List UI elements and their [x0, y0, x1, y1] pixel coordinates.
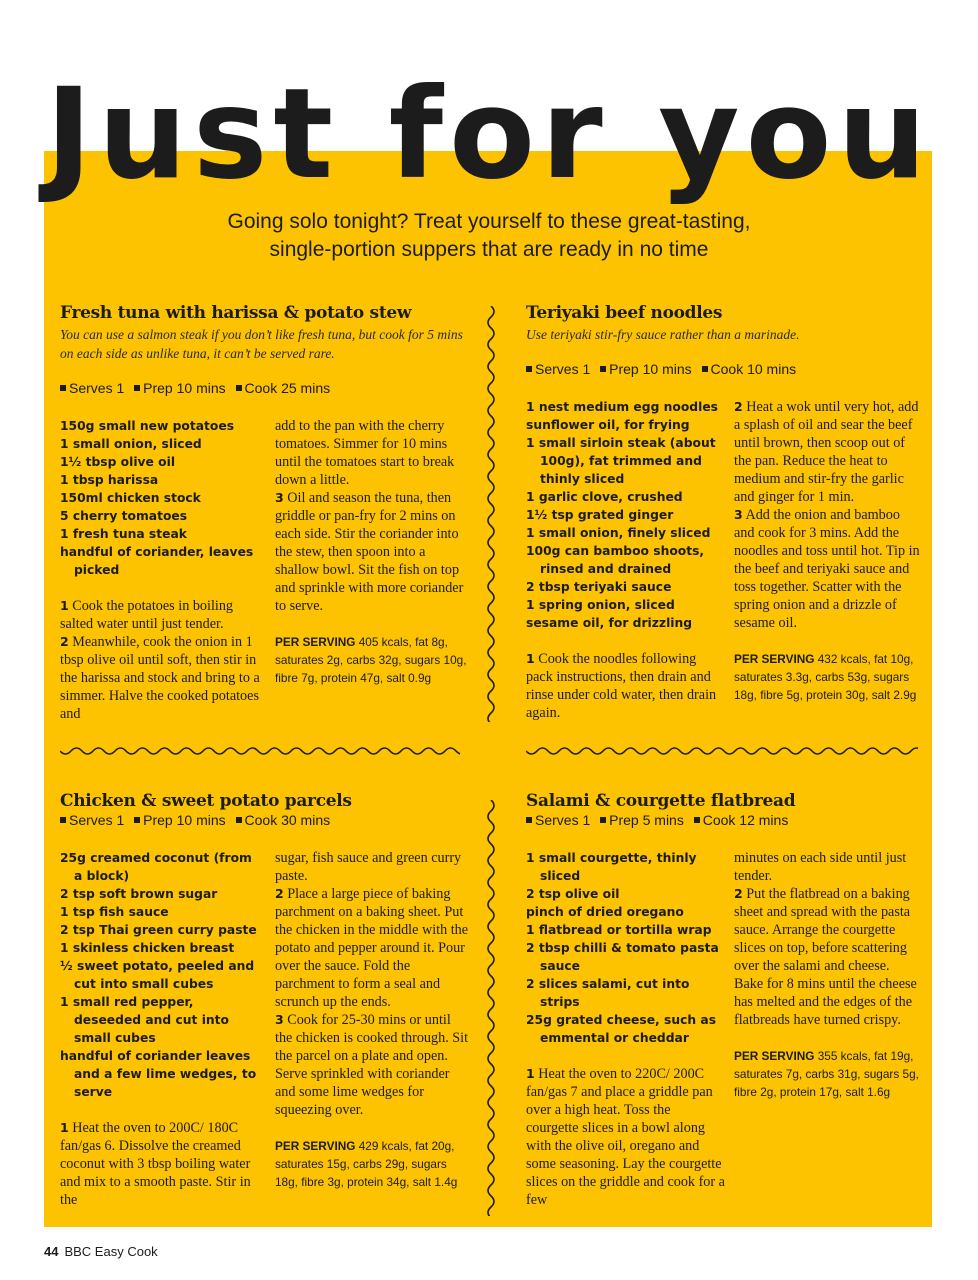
ingredient: 100g can bamboo shoots, rinsed and drained — [526, 544, 705, 576]
method-step: 1 Cook the noodles following pack instructions, then drain and rinse under cold water, then drain again. — [526, 651, 717, 721]
wavy-divider-horizontal-left — [60, 744, 460, 758]
bullet-square-icon — [60, 385, 66, 391]
method-step: sugar, fish sauce and green curry paste. — [275, 850, 462, 884]
wavy-divider-horizontal-right — [526, 744, 918, 758]
bullet-square-icon — [526, 817, 532, 823]
ingredient: sunflower oil, for frying — [526, 418, 690, 432]
recipe-teriyaki — [526, 301, 922, 722]
recipe-intro: Use teriyaki stir-fry sauce rather than a marinade. — [526, 327, 800, 342]
nutrition-info: PER SERVING 432 kcals, fat 10g, saturates 3.3g, carbs 53g, sugars 18g, fibre 5g, protein 30g, salt 2.9g — [734, 652, 917, 702]
ingredient: 1 small onion, sliced — [60, 437, 202, 451]
recipe-title: Chicken & sweet potato parcels — [60, 791, 352, 811]
ingredient: 1½ tsp grated ginger — [526, 508, 674, 522]
method-step: 1 Heat the oven to 200C/ 180C fan/gas 6. Dissolve the creamed coconut with 3 tbsp boiling water and mix to a smooth paste. Stir in the — [60, 1120, 251, 1208]
ingredient: sesame oil, for drizzling — [526, 616, 693, 630]
cook-time: Cook 30 mins — [244, 812, 331, 828]
ingredient: 150g small new potatoes — [60, 419, 235, 433]
ingredient-list — [526, 849, 726, 1047]
ingredient: 5 cherry tomatoes — [60, 509, 188, 523]
ingredient: 1 small red pepper, deseeded and cut into small cubes — [60, 995, 230, 1045]
ingredient: 25g creamed coconut (from a block) — [60, 851, 252, 883]
ingredient-list — [60, 417, 260, 579]
prep-time: Prep 10 mins — [609, 361, 692, 377]
ingredient-list — [526, 398, 726, 632]
bullet-square-icon — [134, 385, 140, 391]
standfirst-line: Going solo tonight? Treat yourself to these great-tasting, — [227, 210, 751, 233]
recipe-tuna — [60, 301, 470, 723]
nutrition-info: PER SERVING 355 kcals, fat 19g, saturates 7g, carbs 31g, sugars 5g, fibre 2g, protein 17g, salt 1.6g — [734, 1049, 919, 1099]
page-footer — [44, 1244, 158, 1259]
cook-time: Cook 10 mins — [710, 361, 797, 377]
nutrition-info: PER SERVING 429 kcals, fat 20g, saturates 15g, carbs 29g, sugars 18g, fibre 3g, protein 34g, salt 1.4g — [275, 1139, 458, 1189]
ingredient: 2 tbsp chilli & tomato pasta sauce — [526, 941, 719, 973]
ingredient: 1 skinless chicken breast — [60, 941, 235, 955]
ingredient: 1½ tbsp olive oil — [60, 455, 176, 469]
ingredient: 1 tsp fish sauce — [60, 905, 169, 919]
bullet-square-icon — [236, 385, 242, 391]
serves: Serves 1 — [69, 812, 125, 828]
method-step: 2 Meanwhile, cook the onion in 1 tbsp olive oil until soft, then stir in the harissa and stock and bring to a simmer. Halve the cooked potatoes and — [60, 634, 260, 722]
method-step: 3 Oil and season the tuna, then griddle or pan-fry for 2 mins on each side. Stir the coriander into the stew, then spoon into a shallow bowl. Sit the fish on top and sprinkle with more coriander to serve. — [275, 490, 464, 614]
bullet-square-icon — [60, 817, 66, 823]
recipe-col-left — [526, 849, 726, 1209]
recipe-title: Teriyaki beef noodles — [526, 303, 723, 323]
bullet-square-icon — [236, 817, 242, 823]
serves: Serves 1 — [535, 812, 591, 828]
wavy-divider-vertical-bottom — [484, 800, 498, 1216]
ingredient: 2 tsp Thai green curry paste — [60, 923, 257, 937]
ingredient: 1 spring onion, sliced — [526, 598, 675, 612]
recipe-meta — [526, 811, 922, 829]
method-step: 2 Put the flatbread on a baking sheet and spread with the pasta sauce. Arrange the courgette slices on top, before scattering over the salami and cheese. Bake for 8 mins until the cheese has melted and the edges of the flatbreads have turned crispy. — [734, 886, 917, 1028]
prep-time: Prep 10 mins — [143, 812, 226, 828]
recipe-col-left — [526, 398, 726, 722]
recipe-col-right — [275, 417, 470, 723]
recipe-col-left — [60, 417, 260, 723]
ingredient-list — [60, 849, 260, 1101]
method-step: 2 Place a large piece of baking parchment on a baking sheet. Put the chicken in the middle with the potato and pepper around it. Pour over the sauce. Fold the parchment to form a seal and scrunch up the ends. — [275, 886, 469, 1010]
ingredient: 2 tbsp teriyaki sauce — [526, 580, 672, 594]
method-step: 1 Cook the potatoes in boiling salted water until just tender. — [60, 598, 234, 632]
recipe-col-right — [275, 849, 470, 1209]
method-step: 3 Cook for 25-30 mins or until the chicken is cooked through. Sit the parcel on a plate and open. Serve sprinkled with coriander and some lime wedges for squeezing over. — [275, 1012, 469, 1118]
cook-time: Cook 12 mins — [702, 812, 789, 828]
recipe-flatbread — [526, 789, 922, 1209]
method-step: 3 Add the onion and bamboo and cook for 3 mins. Add the noodles and toss until hot. Tip in the beef and teriyaki sauce and toss together. Scatter with the spring onion and a drizzle of sesame oil. — [734, 507, 920, 631]
recipe-meta — [526, 360, 922, 378]
method-step: 1 Heat the oven to 220C/ 200C fan/gas 7 and place a griddle pan over a high heat. Toss the courgette slices in a bowl along with the olive oil, oregano and some seasoning. Lay the courgette slices on the griddle and cook for a few — [526, 1066, 725, 1208]
recipe-intro: You can use a salmon steak if you don’t like fresh tuna, but cook for 5 mins on each side as unlike tuna, it can’t be served rare. — [60, 327, 463, 361]
method-step: 2 Heat a wok until very hot, add a splash of oil and sear the beef until brown, then scoop out of the pan. Reduce the heat to medium and stir-fry the garlic and ginger for 1 min. — [734, 399, 919, 505]
standfirst — [0, 208, 978, 264]
recipe-col-right — [734, 849, 922, 1209]
ingredient: 1 small onion, finely sliced — [526, 526, 711, 540]
ingredient: pinch of dried oregano — [526, 905, 684, 919]
serves: Serves 1 — [69, 380, 125, 396]
ingredient: 2 slices salami, cut into strips — [526, 977, 690, 1009]
recipe-col-left — [60, 849, 260, 1209]
method-step: minutes on each side until just tender. — [734, 850, 907, 884]
recipe-meta — [60, 811, 470, 829]
ingredient: handful of coriander, leaves picked — [60, 545, 254, 577]
ingredient: 1 tbsp harissa — [60, 473, 159, 487]
page-headline: Just for you — [45, 62, 933, 207]
magazine-name: BBC Easy Cook — [64, 1244, 158, 1259]
recipe-title: Fresh tuna with harissa & potato stew — [60, 303, 412, 323]
cook-time: Cook 25 mins — [244, 380, 331, 396]
bullet-square-icon — [694, 817, 700, 823]
ingredient: 2 tsp soft brown sugar — [60, 887, 218, 901]
ingredient: 1 garlic clove, crushed — [526, 490, 683, 504]
method-step: add to the pan with the cherry tomatoes. Simmer for 10 mins until the tomatoes start to break down a little. — [275, 418, 455, 488]
prep-time: Prep 10 mins — [143, 380, 226, 396]
ingredient: 1 small sirloin steak (about 100g), fat trimmed and thinly sliced — [526, 436, 716, 486]
bullet-square-icon — [134, 817, 140, 823]
recipe-meta — [60, 379, 470, 397]
ingredient: 1 small courgette, thinly sliced — [526, 851, 697, 883]
nutrition-info: PER SERVING 405 kcals, fat 8g, saturates 2g, carbs 32g, sugars 10g, fibre 7g, protein 47g, salt 0.9g — [275, 635, 467, 685]
ingredient: 2 tsp olive oil — [526, 887, 620, 901]
recipe-col-right — [734, 398, 922, 722]
serves: Serves 1 — [535, 361, 591, 377]
ingredient: handful of coriander leaves and a few lime wedges, to serve — [60, 1049, 257, 1099]
bullet-square-icon — [600, 817, 606, 823]
recipe-chicken — [60, 789, 470, 1209]
wavy-divider-vertical-top — [484, 306, 498, 722]
bullet-square-icon — [702, 366, 708, 372]
ingredient: 1 nest medium egg noodles — [526, 400, 718, 414]
bullet-square-icon — [526, 366, 532, 372]
bullet-square-icon — [600, 366, 606, 372]
ingredient: ½ sweet potato, peeled and cut into small cubes — [60, 959, 255, 991]
page-number: 44 — [44, 1244, 59, 1259]
ingredient: 25g grated cheese, such as emmental or cheddar — [526, 1013, 717, 1045]
standfirst-line: single-portion suppers that are ready in no time — [269, 238, 709, 261]
ingredient: 150ml chicken stock — [60, 491, 201, 505]
recipe-title: Salami & courgette flatbread — [526, 791, 796, 811]
prep-time: Prep 5 mins — [609, 812, 684, 828]
ingredient: 1 fresh tuna steak — [60, 527, 187, 541]
ingredient: 1 flatbread or tortilla wrap — [526, 923, 712, 937]
